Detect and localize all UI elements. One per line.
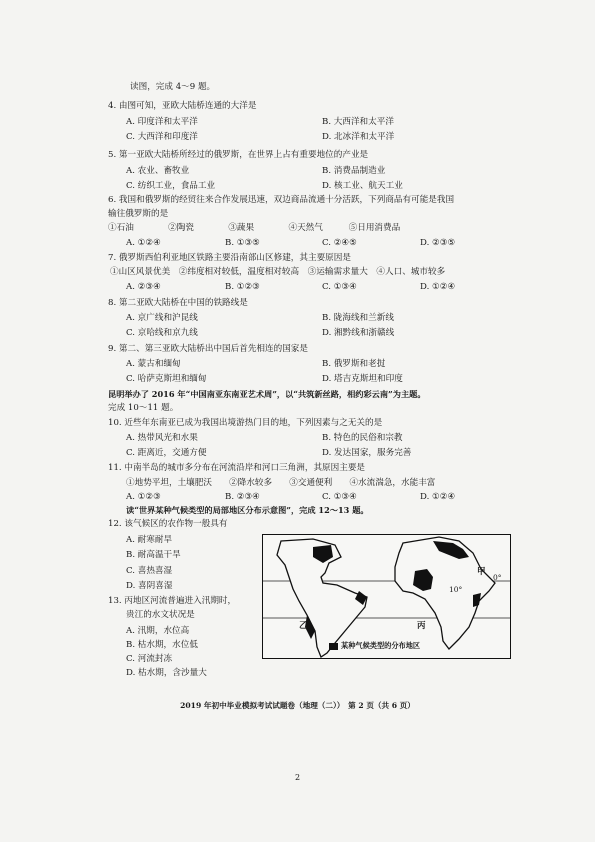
q13-option-a: A. 汛期，水位高 [126, 626, 190, 636]
passage-2: 读“世界某种气候类型的局部地区分布示意图”，完成 12～13 题。 [126, 505, 369, 515]
passage-1-b: 完成 10～11 题。 [108, 403, 179, 413]
legend-text: 某种气候类型的分布地区 [341, 641, 421, 650]
q12-stem: 12. 该气候区的农作物一般具有 [108, 519, 228, 529]
q4-option-a: A. 印度洋和太平洋 [126, 117, 198, 127]
q10-option-b: B. 特色的民俗和宗教 [322, 433, 403, 443]
q7-stem: 7. 俄罗斯西伯利亚地区铁路主要沿南部山区修建，其主要原因是 [108, 253, 351, 263]
q11-option-c: C. ①③④ [322, 492, 357, 502]
q10-option-a: A. 热带风光和水果 [126, 433, 198, 443]
q6-option-d: D. ②③⑤ [420, 238, 456, 248]
q8-option-d: D. 湘黔线和浙赣线 [322, 328, 395, 338]
q10-option-c: C. 距离近，交通方便 [126, 448, 207, 458]
q6-option-a: A. ①②④ [126, 238, 161, 248]
q9-option-b: B. 俄罗斯和老挝 [322, 359, 386, 369]
q13-option-d: D. 枯水期，含沙量大 [126, 668, 207, 678]
q13-option-b: B. 枯水期，水位低 [126, 640, 198, 650]
q8-stem: 8. 第二亚欧大陆桥在中国的铁路线是 [108, 298, 248, 308]
latitude-label-10: 10° [449, 585, 463, 594]
q9-option-a: A. 蒙古和缅甸 [126, 359, 181, 369]
q5-option-d: D. 核工业、航天工业 [322, 181, 403, 191]
q9-option-d: D. 塔吉克斯坦和印度 [322, 374, 403, 384]
q5-option-a: A. 农业、畜牧业 [126, 166, 190, 176]
map-label-jia: 甲 [477, 567, 486, 577]
q11-option-b: B. ②③④ [225, 492, 260, 502]
page-number: 2 [294, 773, 301, 782]
q11-option-a: A. ①②③ [126, 492, 161, 502]
q4-option-d: D. 北冰洋和太平洋 [322, 132, 395, 142]
q5-stem: 5. 第一亚欧大陆桥所经过的俄罗斯，在世界上占有重要地位的产业是 [108, 150, 369, 160]
q12-option-b: B. 耐高温干旱 [126, 550, 181, 560]
q5-option-c: C. 纺织工业，食品工业 [126, 181, 216, 191]
q6-stem-line2: 输往俄罗斯的是 [108, 209, 169, 219]
q11-option-d: D. ①②④ [420, 492, 456, 502]
q12-option-d: D. 喜阴喜湿 [126, 581, 173, 591]
q4-stem: 4. 由图可知，亚欧大陆桥连通的大洋是 [108, 101, 257, 111]
africa-outline [395, 537, 495, 649]
q10-stem: 10. 近些年东南亚已成为我国出境游热门目的地，下列因素与之无关的是 [108, 418, 383, 428]
q5-option-b: B. 消费品制造业 [322, 166, 386, 176]
page-footer: 2019 年初中毕业模拟考试试题卷（地理（二）） 第 2 页（共 6 页） [180, 701, 415, 710]
passage-1: 昆明举办了 2016 年“中国南亚东南亚艺术周”，以“共筑新丝路，相约彩云南”为主题。 [108, 389, 426, 399]
q13-stem-line2: 贵江的水文状况是 [126, 610, 195, 620]
legend-swatch [329, 643, 338, 650]
q8-option-a: A. 京广线和沪昆线 [126, 313, 198, 323]
q6-stem-line1: 6. 我国和俄罗斯的经贸往来合作发展迅速，双边商品流通十分活跃，下列商品有可能是我国 [108, 195, 455, 205]
map-drawing [263, 535, 510, 658]
q12-option-a: A. 耐寒耐旱 [126, 535, 173, 545]
q13-option-c: C. 河流封冻 [126, 654, 173, 664]
q9-stem: 9. 第二、第三亚欧大陆桥出中国后首先相连的国家是 [108, 344, 308, 354]
intro-text: 读图，完成 4～9 题。 [130, 82, 216, 92]
map-label-yi: 乙 [299, 621, 308, 631]
q11-stem: 11. 中南半岛的城市多分布在河流沿岸和河口三角洲，其原因主要是 [108, 463, 366, 473]
q6-items: ①石油 ②陶瓷 ③蔬果 ④天然气 ⑤日用消费品 [108, 223, 401, 233]
q4-option-c: C. 大西洋和印度洋 [126, 132, 198, 142]
q7-option-d: D. ①②④ [420, 282, 456, 292]
q7-option-b: B. ①②③ [225, 282, 260, 292]
q4-option-b: B. 大西洋和太平洋 [322, 117, 394, 127]
q10-option-d: D. 发达国家，服务完善 [322, 448, 412, 458]
q8-option-b: B. 陇海线和兰新线 [322, 313, 394, 323]
map-label-bing: 丙 [417, 621, 426, 631]
latitude-label-0: 0° [493, 573, 502, 582]
q9-option-c: C. 哈萨克斯坦和缅甸 [126, 374, 207, 384]
q7-option-c: C. ①③④ [322, 282, 357, 292]
q7-option-a: A. ②③④ [126, 282, 161, 292]
q6-option-b: B. ①③⑤ [225, 238, 260, 248]
q11-items: ①地势平坦，土壤肥沃 ②降水较多 ③交通便利 ④水流湍急，水能丰富 [126, 478, 436, 488]
climate-region-fill [473, 593, 481, 607]
q6-option-c: C. ②④⑤ [322, 238, 357, 248]
q7-items: ①山区风景优美 ②纬度相对较低，温度相对较高 ③运输需求量大 ④人口、城市较多 [110, 267, 446, 277]
climate-distribution-map [262, 534, 511, 659]
q8-option-c: C. 京哈线和京九线 [126, 328, 198, 338]
q12-option-c: C. 喜热喜湿 [126, 566, 173, 576]
q13-stem-line1: 13. 丙地区河流普遍进入汛期时， [108, 596, 237, 606]
